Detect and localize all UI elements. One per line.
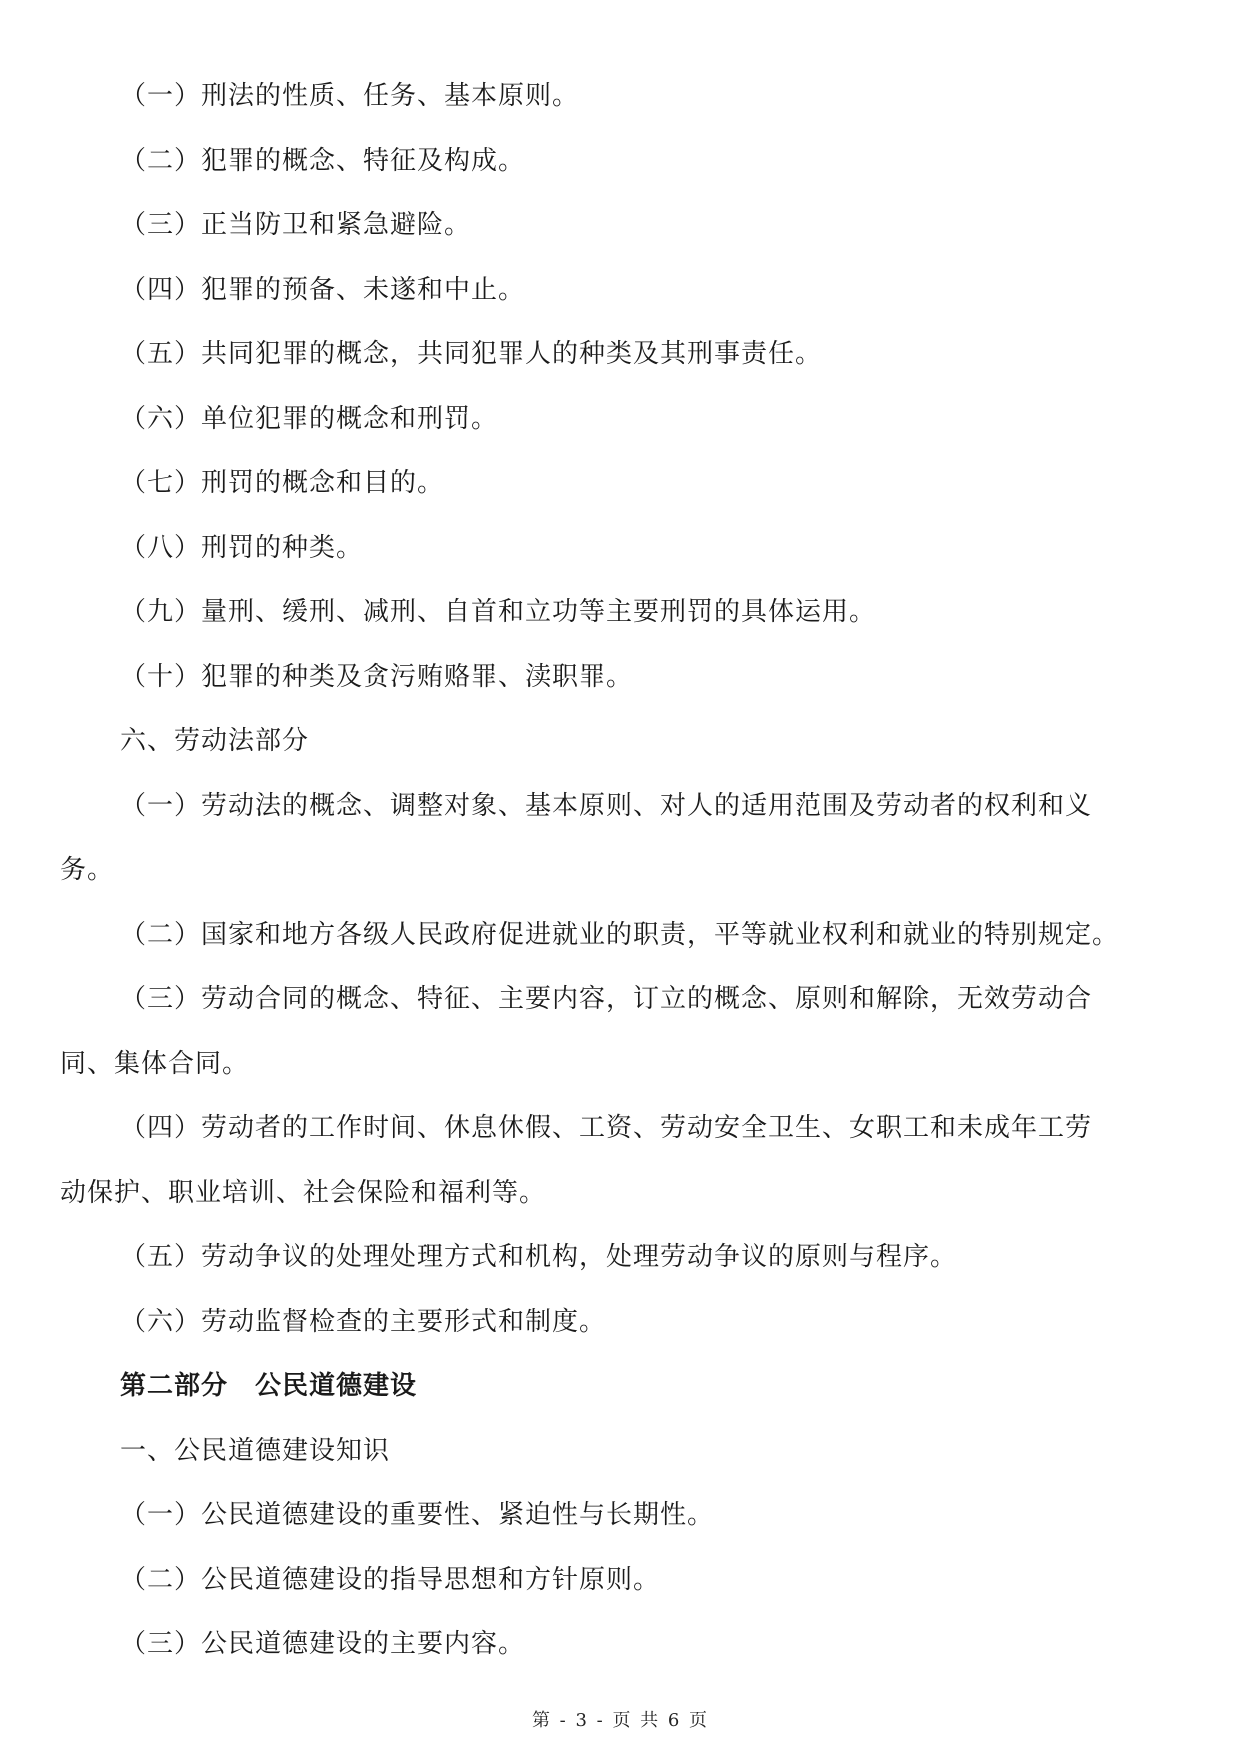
section-heading: 一、公民道德建设知识 <box>120 1435 391 1466</box>
text-line: （二）犯罪的概念、特征及构成。 <box>120 145 526 176</box>
text-line: （七）刑罚的概念和目的。 <box>120 468 445 498</box>
page-content <box>60 64 1190 1677</box>
text-line: （四）劳动者的工作时间、休息休假、工资、劳动安全卫生、女职工和未成年工劳 <box>120 1113 1093 1143</box>
text-line: （五）劳动争议的处理处理方式和机构，处理劳动争议的原则与程序。 <box>120 1242 958 1272</box>
text-line: （四）犯罪的预备、未遂和中止。 <box>120 274 526 305</box>
text-line: （二）国家和地方各级人民政府促进就业的职责，平等就业权利和就业的特别规定。 <box>120 919 1120 950</box>
text-line: （六）劳动监督检查的主要形式和制度。 <box>120 1306 607 1337</box>
text-line: （五）共同犯罪的概念，共同犯罪人的种类及其刑事责任。 <box>120 339 823 369</box>
text-line: （十）犯罪的种类及贪污贿赂罪、渎职罪。 <box>120 661 634 692</box>
text-line: （一）公民道德建设的重要性、紧迫性与长期性。 <box>120 1500 715 1530</box>
text-line: （三）劳动合同的概念、特征、主要内容，订立的概念、原则和解除，无效劳动合 <box>120 984 1093 1014</box>
page-footer: 第 - 3 - 页 共 6 页 <box>531 1710 710 1731</box>
text-line: （二）公民道德建设的指导思想和方针原则。 <box>120 1564 661 1595</box>
text-line-continuation: 动保护、职业培训、社会保险和福利等。 <box>60 1177 547 1208</box>
text-line: （八）刑罚的种类。 <box>120 532 364 563</box>
text-line: （六）单位犯罪的概念和刑罚。 <box>120 403 499 434</box>
text-line: （一）劳动法的概念、调整对象、基本原则、对人的适用范围及劳动者的权利和义 <box>120 790 1093 821</box>
section-heading: 六、劳动法部分 <box>120 726 310 756</box>
text-line: （九）量刑、缓刑、减刑、自首和立功等主要刑罚的具体运用。 <box>120 597 877 627</box>
text-line-continuation: 同、集体合同。 <box>60 1048 250 1079</box>
part-heading: 第二部分 公民道德建设 <box>120 1371 418 1401</box>
text-line: （一）刑法的性质、任务、基本原则。 <box>120 81 580 111</box>
text-line: （三）公民道德建设的主要内容。 <box>120 1629 526 1659</box>
text-line-continuation: 务。 <box>60 855 115 885</box>
text-line: （三）正当防卫和紧急避险。 <box>120 210 472 240</box>
